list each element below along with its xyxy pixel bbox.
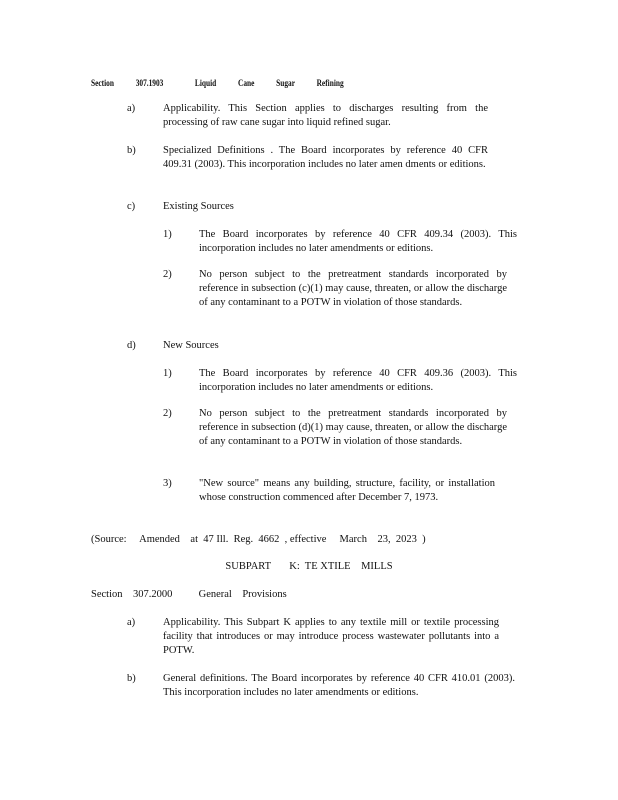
- item-text: Applicability. This Subpart K applies to any textile mill or textile processing facility that introduces or may introduce process wastewater pollutants into a POTW.: [163, 617, 499, 656]
- subitem-label: 2): [163, 269, 172, 280]
- section-heading-307-1903: [91, 76, 344, 90]
- subitem-text: No person subject to the pretreatment standards incorporated by reference in subsection (d)(1) may cause, threaten, or allow the discharge of any contaminant to a POTW in violation of those standards.: [199, 408, 507, 447]
- subitem-text: "New source" means any building, structure, facility, or installation whose construction commenced after December 7, 1973.: [199, 478, 495, 503]
- subitem-label: 2): [163, 408, 172, 419]
- item-label: b): [127, 673, 136, 684]
- section-heading-307-2000: Section 307.2000 General Provisions: [91, 589, 287, 600]
- subpart-heading: SUBPART K: TE XTILE MILLS: [225, 561, 393, 572]
- subitem-label: 1): [163, 368, 172, 379]
- item-label: b): [127, 145, 136, 156]
- subitem-label: 1): [163, 229, 172, 240]
- item-text: Existing Sources: [163, 201, 234, 212]
- subitem-text: The Board incorporates by reference 40 CFR 409.34 (2003). This incorporation includes no later amendments or editions.: [199, 229, 517, 254]
- item-text: Specialized Definitions . The Board incorporates by reference 40 CFR 409.31 (2003). This incorporation includes no later amen dments or editions.: [163, 145, 488, 170]
- section-word: Section: [91, 78, 114, 88]
- item-label: a): [127, 103, 136, 114]
- item-label: a): [127, 617, 136, 628]
- item-text: New Sources: [163, 340, 219, 351]
- item-label: c): [127, 201, 136, 212]
- section-number: 307.1903: [135, 78, 164, 88]
- title-word: Liquid: [194, 78, 217, 88]
- subitem-label: 3): [163, 478, 172, 489]
- title-word: Cane: [238, 78, 255, 88]
- title-word: Refining: [316, 78, 344, 88]
- item-label: d): [127, 340, 136, 351]
- source-note: (Source: Amended at 47 Ill. Reg. 4662 , effective March 23, 2023 ): [91, 534, 426, 545]
- item-text: Applicability. This Section applies to discharges resulting from the processing of raw cane sugar into liquid refined sugar.: [163, 103, 488, 128]
- subitem-text: The Board incorporates by reference 40 CFR 409.36 (2003). This incorporation includes no later amendments or editions.: [199, 368, 517, 393]
- subitem-text: No person subject to the pretreatment standards incorporated by reference in subsection (c)(1) may cause, threaten, or allow the discharge of any contaminant to a POTW in violation of those standards.: [199, 269, 507, 308]
- item-text: General definitions. The Board incorporates by reference 40 CFR 410.01 (2003). This incorporation includes no later amendments or editions.: [163, 673, 515, 698]
- title-word: Sugar: [276, 78, 295, 88]
